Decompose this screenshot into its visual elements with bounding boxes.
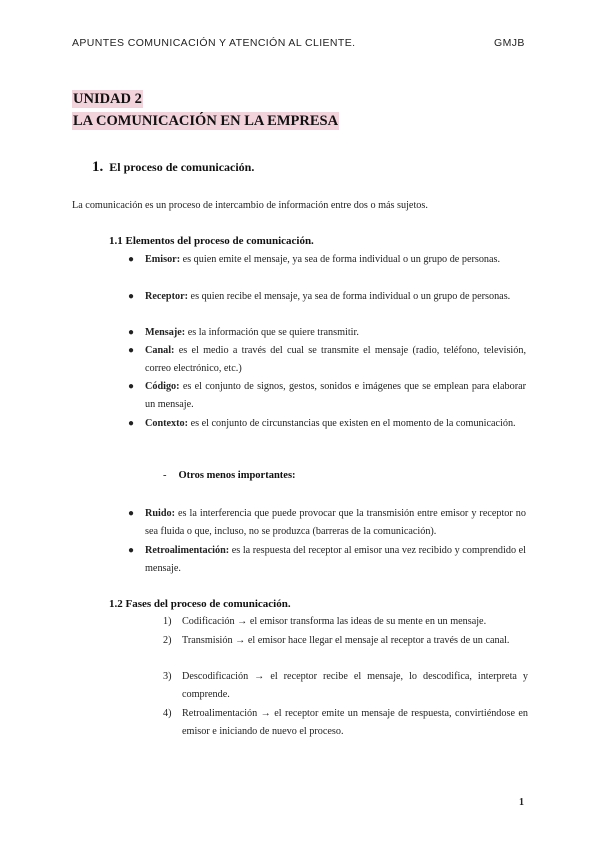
list-item [128, 324, 526, 342]
term-definition: es el conjunto de signos, gestos, sonidos e imágenes que se emplean para elaborar un mensaje. [145, 381, 526, 410]
bullet-icon: ● [128, 345, 135, 356]
bullet-icon: ● [128, 508, 135, 519]
list-item [128, 342, 526, 377]
dash-icon: - [163, 470, 167, 481]
section-title: El proceso de comunicación. [109, 160, 255, 174]
list-item [128, 288, 526, 306]
bullet-icon: ● [128, 254, 135, 265]
step-text: Descodificación → el receptor recibe el mensaje, lo descodifica, interpreta y comprende. [182, 671, 528, 700]
section-number: 1. [92, 159, 104, 175]
bullet-icon: ● [128, 545, 135, 556]
list-item [163, 632, 528, 650]
term-definition: es quien emite el mensaje, ya sea de forma individual o un grupo de personas. [180, 254, 501, 265]
term-label: Retroalimentación: [145, 545, 230, 556]
bullet-icon: ● [128, 327, 135, 338]
page-number: 1 [519, 797, 524, 808]
list-item [128, 251, 526, 269]
term-label: Ruido: [145, 508, 176, 519]
term-label: Mensaje: [145, 327, 186, 338]
others-subheading [163, 470, 296, 481]
list-item [163, 613, 528, 631]
term-label: Código: [145, 381, 180, 392]
bullet-icon: ● [128, 381, 135, 392]
list-item [163, 705, 528, 740]
running-header-author: GMJB [494, 37, 525, 49]
term-definition: es la respuesta del receptor al emisor una vez recibido y comprendido el mensaje. [145, 545, 526, 574]
term-label: Receptor: [145, 291, 188, 302]
section-heading [92, 159, 254, 176]
step-text: Retroalimentación → el receptor emite un mensaje de respuesta, convirtiéndose en emisor e iniciando de nuevo el proceso. [182, 708, 528, 737]
running-header-title: APUNTES COMUNICACIÓN Y ATENCIÓN AL CLIENTE. [72, 37, 356, 49]
unit-title-heading: LA COMUNICACIÓN EN LA EMPRESA [73, 113, 339, 129]
term-label: Canal: [145, 345, 175, 356]
list-item [128, 378, 526, 413]
unit-number-heading: UNIDAD 2 [73, 91, 142, 107]
step-text: Transmisión → el emisor hace llegar el mensaje al receptor a través de un canal. [182, 635, 510, 646]
term-label: Contexto: [145, 418, 189, 429]
list-item [128, 505, 526, 540]
step-number: 1) [163, 616, 172, 627]
list-item [163, 668, 528, 703]
list-item [128, 415, 526, 433]
bullet-icon: ● [128, 291, 135, 302]
step-number: 3) [163, 671, 172, 682]
step-text: Codificación → el emisor transforma las ideas de su mente en un mensaje. [182, 616, 487, 627]
subsection-phases-heading: 1.2 Fases del proceso de comunicación. [109, 598, 291, 610]
bullet-icon: ● [128, 418, 135, 429]
term-definition: es la interferencia que puede provocar que la transmisión entre emisor y receptor no sea fluida o que, incluso, no se produzca (barreras de la comunicación). [145, 508, 526, 537]
intro-paragraph: La comunicación es un proceso de intercambio de información entre dos o más sujetos. [72, 200, 428, 211]
term-definition: es la información que se quiere transmitir. [185, 327, 359, 338]
step-number: 2) [163, 635, 172, 646]
term-definition: es el conjunto de circunstancias que existen en el momento de la comunicación. [188, 418, 516, 429]
step-number: 4) [163, 708, 172, 719]
term-label: Emisor: [145, 254, 181, 265]
others-label: Otros menos importantes: [178, 470, 296, 481]
term-definition: es el medio a través del cual se transmite el mensaje (radio, teléfono, televisión, correo electrónico, etc.) [145, 345, 526, 374]
term-definition: es quien recibe el mensaje, ya sea de forma individual o un grupo de personas. [188, 291, 511, 302]
subsection-elements-heading: 1.1 Elementos del proceso de comunicación. [109, 235, 314, 247]
list-item [128, 542, 526, 577]
